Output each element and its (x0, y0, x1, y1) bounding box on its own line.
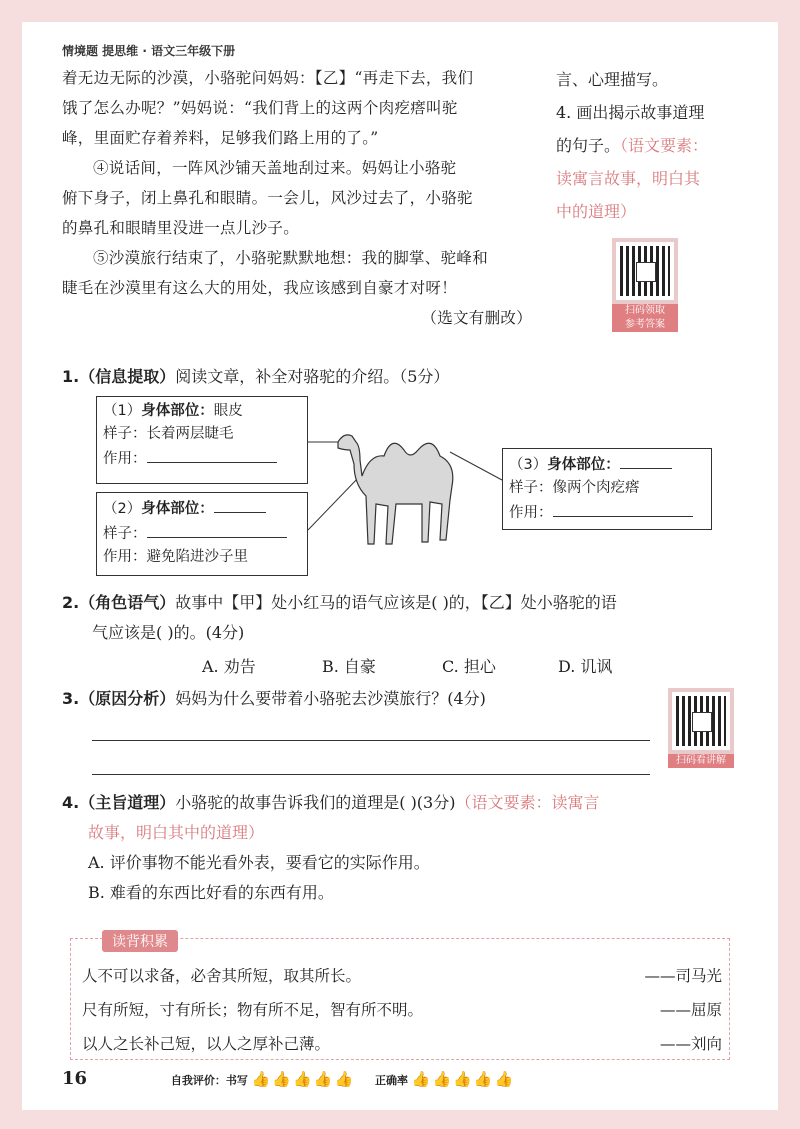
running-header: 情境题 提思维 · 语文三年级下册 (62, 44, 236, 58)
question-text: 气应该是( )的。(4分) (92, 623, 245, 642)
camel-illustration (300, 420, 510, 550)
passage-line: 饿了怎么办呢？”妈妈说：“我们背上的这两个肉疙瘩叫驼 (62, 99, 458, 117)
box-line: 样子：长着两层睫毛 (103, 426, 234, 442)
answer-blank[interactable] (620, 452, 672, 469)
reading-title: 读背积累 (102, 930, 178, 952)
thumbs-icon[interactable]: 👍👍👍👍👍 (251, 1070, 356, 1088)
camel-box-3 (502, 448, 712, 530)
side-line: 言、心理描写。 (556, 70, 669, 89)
quote-text: 人不可以求备，必舍其所短，取其所长。 (82, 967, 362, 985)
quote-text: 以人之长补己短，以人之厚补己薄。 (82, 1035, 331, 1053)
footer (62, 1068, 582, 1089)
question-tag: （原因分析） (79, 689, 176, 708)
question-number: 2. (62, 593, 80, 612)
qr-code-explanation[interactable] (668, 688, 734, 754)
question-tag: （主旨道理） (79, 793, 176, 812)
box-num: （1） (103, 403, 142, 419)
box-num: （3） (509, 457, 548, 473)
passage-line: ⑤沙漠旅行结束了，小骆驼默默地想：我的脚掌、驼峰和 (93, 249, 489, 267)
option[interactable]: A. 劝告 (202, 657, 256, 676)
passage-line: 的鼻孔和眼睛里没进一点儿沙子。 (62, 219, 300, 237)
side-line (556, 129, 746, 162)
question-note: 故事，明白其中的道理） (88, 823, 265, 842)
box-value: 眼皮 (213, 403, 243, 419)
qr-pattern (620, 246, 670, 296)
question-text: 小骆驼的故事告诉我们的道理是( )(3分) (175, 793, 456, 812)
camel-shape (338, 435, 453, 544)
passage-line: ④说话间，一阵风沙铺天盖地刮过来。妈妈让小骆驼 (93, 159, 457, 177)
box-label: 样子： (103, 526, 147, 542)
qr-caption-line: 参考答案 (625, 319, 665, 330)
quote-author: ——屈原 (659, 1001, 722, 1019)
passage-line: 睫毛在沙漠里有这么大的用处，我应该感到自豪才对呀！ (62, 279, 458, 297)
box-line: 作用：避免陷进沙子里 (103, 549, 248, 565)
question-number: 1. (62, 367, 80, 386)
answer-blank[interactable] (147, 521, 287, 538)
quote-line (82, 1032, 722, 1054)
passage-line: 峰，里面贮存着养料，足够我们路上用的了。” (62, 129, 379, 147)
answer-line[interactable] (92, 740, 650, 741)
reading-passage (62, 63, 540, 333)
question-3 (62, 684, 486, 714)
pointer-line (450, 452, 502, 480)
qr-code-answers[interactable] (612, 238, 678, 304)
box-num: （2） (103, 501, 142, 517)
option-a[interactable]: A. 评价事物不能光看外表，要看它的实际作用。 (88, 853, 430, 872)
page-number: 16 (62, 1068, 88, 1089)
box-line: 样子：像两个肉疙瘩 (509, 480, 640, 496)
question-number: 3. (62, 689, 80, 708)
passage-line: 着无边无际的沙漠，小骆驼问妈妈：【乙】“再走下去，我们 (62, 69, 474, 87)
thumbs-icon[interactable]: 👍👍👍👍👍 (411, 1070, 516, 1088)
question-number: 4. (62, 793, 80, 812)
option[interactable]: B. 自豪 (322, 657, 376, 676)
answer-blank[interactable] (147, 446, 277, 463)
quote-text: 尺有所短，寸有所长；物有所不足，智有所不明。 (82, 1001, 424, 1019)
question-1 (62, 362, 449, 392)
accuracy-label: 正确率 (374, 1074, 408, 1087)
option[interactable]: C. 担心 (442, 657, 496, 676)
option[interactable]: D. 讥讽 (558, 657, 613, 676)
qr-caption (612, 304, 678, 332)
qr-pattern (676, 696, 726, 746)
quote-line (82, 964, 722, 986)
box-label: 身体部位： (141, 403, 214, 419)
option-b[interactable]: B. 难看的东西比好看的东西有用。 (88, 883, 334, 902)
box-label: 身体部位： (141, 501, 214, 517)
passage-source: （选文有删改） (421, 309, 532, 327)
quote-author: ——司马光 (644, 967, 722, 985)
passage-line: 俯下身子，闭上鼻孔和眼睛。一会儿，风沙过去了，小骆驼 (62, 189, 473, 207)
box-label: 身体部位： (547, 457, 620, 473)
side-note: 读寓言故事，明白其 (556, 169, 701, 188)
quote-line (82, 998, 722, 1020)
answer-blank[interactable] (214, 496, 266, 513)
side-line: 4. 画出揭示故事道理 (556, 103, 705, 122)
qr-caption: 扫码看讲解 (668, 754, 734, 768)
side-text: 的句子。 (556, 136, 621, 155)
box-label: 作用： (509, 505, 553, 521)
question-note: （语文要素：读寓言 (455, 793, 600, 812)
question-text: 妈妈为什么要带着小骆驼去沙漠旅行？(4分) (175, 689, 486, 708)
answer-blank[interactable] (553, 500, 693, 517)
question-2 (62, 588, 742, 648)
camel-box-2 (96, 492, 308, 576)
box-label: 作用： (103, 451, 147, 467)
side-note: （语文要素： (620, 136, 709, 155)
side-notes (556, 63, 746, 228)
pointer-line (308, 476, 360, 530)
qr-caption-line: 扫码领取 (625, 305, 665, 316)
answer-line[interactable] (92, 774, 650, 775)
question-4 (62, 788, 752, 908)
question-text: 阅读文章，补全对骆驼的介绍。（5分） (175, 367, 450, 386)
self-eval-label: 自我评价：书写 (170, 1074, 248, 1087)
side-note: 中的道理） (556, 202, 637, 221)
question-text: 故事中【甲】处小红马的语气应该是( )的，【乙】处小骆驼的语 (175, 593, 617, 612)
camel-box-1 (96, 396, 308, 484)
question-tag: （信息提取） (79, 367, 176, 386)
quote-author: ——刘向 (659, 1035, 722, 1053)
question-tag: （角色语气） (79, 593, 176, 612)
